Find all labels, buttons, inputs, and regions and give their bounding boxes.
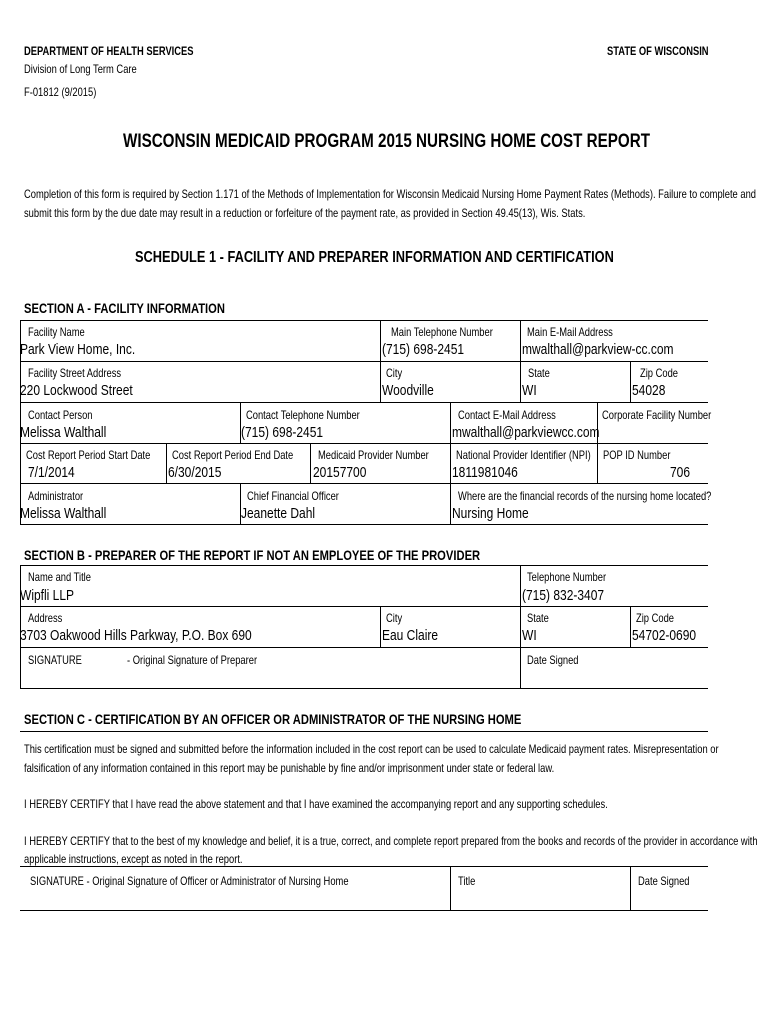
page-title: WISCONSIN MEDICAID PROGRAM 2015 NURSING HOME COST REPORT [123,131,650,152]
state-field[interactable]: WI [522,382,537,399]
administrator-field[interactable]: Melissa Walthall [20,505,107,522]
main-email-label: Main E-Mail Address [527,325,613,339]
pop-id-field[interactable]: 706 [670,464,691,481]
preparer-address-field[interactable]: 3703 Oakwood Hills Parkway, P.O. Box 690 [20,627,252,644]
facility-name-field[interactable]: Park View Home, Inc. [20,341,136,358]
preparer-signature-label: SIGNATURE [28,653,82,667]
divider [597,402,598,483]
divider [380,606,381,647]
main-phone-field[interactable]: (715) 698-2451 [382,341,465,358]
divider [20,647,708,648]
officer-signature-field[interactable] [22,888,446,908]
medicaid-number-field[interactable]: 20157700 [313,464,367,481]
form-number: F-01812 (9/2015) [24,85,97,99]
intro-text-line2: submit this form by the due date may result in a reduction or forfeiture of the payment rate, as provided in Section 49.45(13), Wis. Stats. [24,206,586,220]
divider [20,483,708,484]
divider [20,731,708,732]
contact-person-label: Contact Person [28,408,93,422]
city-field[interactable]: Woodville [382,382,434,399]
preparer-signature-note: - Original Signature of Preparer [127,653,258,667]
officer-title-label: Title [458,874,476,888]
main-phone-label: Main Telephone Number [391,325,493,339]
divider [630,361,631,402]
divider [20,443,708,444]
section-b-title: SECTION B - PREPARER OF THE REPORT IF NOT AN EMPLOYEE OF THE PROVIDER [24,547,481,563]
certification-statement-2-line1: I HEREBY CERTIFY that to the best of my knowledge and belief, it is a true, correct, and complete report prepared from the books and records of the provider in accordance with [24,834,758,848]
preparer-phone-field[interactable]: (715) 832-3407 [522,587,605,604]
npi-field[interactable]: 1811981046 [452,464,518,481]
department-name: DEPARTMENT OF HEALTH SERVICES [24,44,194,58]
start-date-label: Cost Report Period Start Date [26,448,151,462]
cfo-label: Chief Financial Officer [247,489,339,503]
preparer-signature-field[interactable] [22,668,512,686]
divider [20,866,708,867]
preparer-city-field[interactable]: Eau Claire [382,627,439,644]
contact-phone-field[interactable]: (715) 698-2451 [241,424,324,441]
divider [630,606,631,647]
preparer-phone-label: Telephone Number [527,570,607,584]
street-field[interactable]: 220 Lockwood Street [20,382,133,399]
preparer-state-field[interactable]: WI [522,627,537,644]
start-date-field[interactable]: 7/1/2014 [28,464,75,481]
divider [20,910,708,911]
officer-signature-label: SIGNATURE - Original Signature of Officer or Administrator of Nursing Home [30,874,349,888]
certification-statement-2-line2: applicable instructions, except as noted in the report. [24,852,243,866]
preparer-city-label: City [386,611,403,625]
facility-name-label: Facility Name [28,325,85,339]
preparer-date-signed-label: Date Signed [527,653,579,667]
divider [450,866,451,910]
divider [20,688,708,689]
intro-text-line1: Completion of this form is required by Section 1.171 of the Methods of Implementation for Wisconsin Medicaid Nursing Home Payment Rates (Methods). Failure to complete and [24,187,756,201]
schedule-title: SCHEDULE 1 - FACILITY AND PREPARER INFORMATION AND CERTIFICATION [135,249,614,266]
officer-title-field[interactable] [452,888,628,908]
section-c-title: SECTION C - CERTIFICATION BY AN OFFICER OR ADMINISTRATOR OF THE NURSING HOME [24,711,522,727]
division-name: Division of Long Term Care [24,62,137,76]
divider [380,320,381,402]
divider [20,565,708,566]
officer-date-signed-field[interactable] [632,888,706,908]
city-label: City [386,366,403,380]
records-location-field[interactable]: Nursing Home [452,505,529,522]
state-name: STATE OF WISCONSIN [607,44,709,58]
cfo-field[interactable]: Jeanette Dahl [241,505,316,522]
preparer-address-label: Address [28,611,63,625]
corporate-number-label: Corporate Facility Number [602,408,712,422]
certification-text-line2: falsification of any information contained in this report may be punishable by fine and/or imprisonment under state or federal law. [24,761,555,775]
divider [20,361,708,362]
preparer-date-signed-field[interactable] [524,668,704,686]
section-a-title: SECTION A - FACILITY INFORMATION [24,300,225,316]
preparer-name-field[interactable]: Wipfli LLP [20,587,75,604]
zip-label: Zip Code [640,366,678,380]
preparer-zip-field[interactable]: 54702-0690 [632,627,697,644]
street-label: Facility Street Address [28,366,122,380]
officer-date-signed-label: Date Signed [638,874,690,888]
divider [20,320,708,321]
pop-id-label: POP ID Number [603,448,671,462]
contact-person-field[interactable]: Melissa Walthall [20,424,107,441]
divider [630,866,631,910]
divider [20,524,708,525]
medicaid-number-label: Medicaid Provider Number [318,448,429,462]
preparer-state-label: State [527,611,549,625]
certification-text-line1: This certification must be signed and submitted before the information included in the cost report can be used to calculate Medicaid payment rates. Misrepresentation or [24,742,719,756]
divider [20,606,708,607]
end-date-field[interactable]: 6/30/2015 [168,464,222,481]
contact-email-field[interactable]: mwalthall@parkviewcc.com [452,424,600,441]
preparer-zip-label: Zip Code [636,611,674,625]
end-date-label: Cost Report Period End Date [172,448,294,462]
divider [520,565,521,688]
records-location-label: Where are the financial records of the nursing home located? [458,489,712,503]
divider [20,402,708,403]
main-email-field[interactable]: mwalthall@parkview-cc.com [522,341,674,358]
contact-email-label: Contact E-Mail Address [458,408,556,422]
administrator-label: Administrator [28,489,84,503]
zip-field[interactable]: 54028 [632,382,666,399]
npi-label: National Provider Identifier (NPI) [456,448,591,462]
state-label: State [528,366,550,380]
preparer-name-label: Name and Title [28,570,91,584]
certification-statement-1: I HEREBY CERTIFY that I have read the above statement and that I have examined the accompanying report and any supporting schedules. [24,797,608,811]
contact-phone-label: Contact Telephone Number [246,408,360,422]
